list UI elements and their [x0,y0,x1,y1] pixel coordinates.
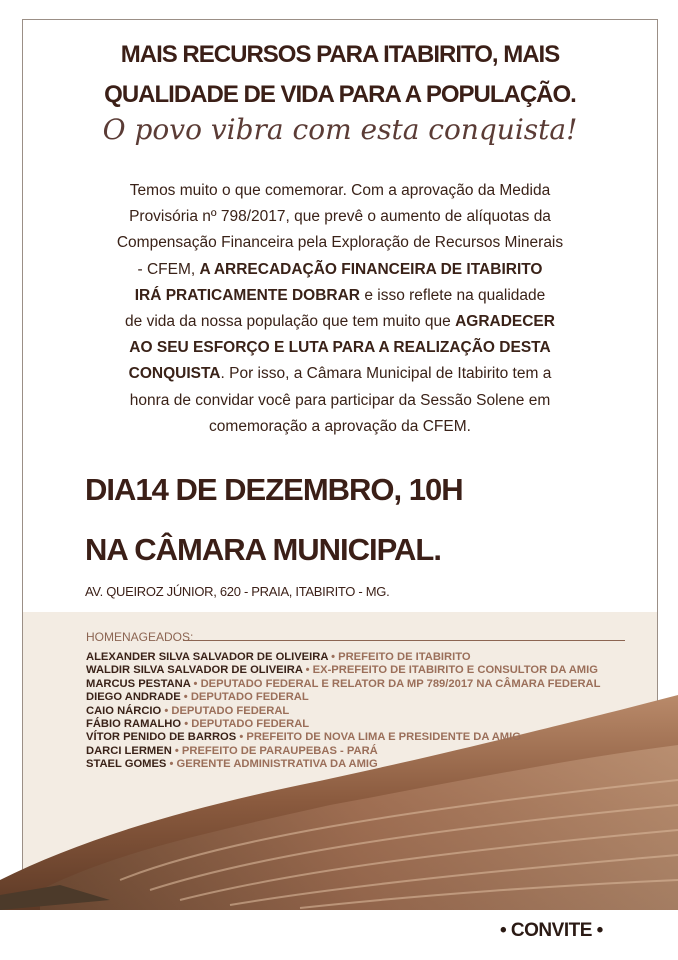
invitation-label: • CONVITE • [500,920,603,941]
honoree-item [86,705,656,718]
body-bold-text: A ARRECADAÇÃO FINANCEIRA DE ITABIRITO [199,260,543,278]
honoree-item [86,731,656,744]
body-text: - CFEM, [137,260,200,278]
honoree-role: DEPUTADO FEDERAL [190,691,309,704]
honoree-item [86,651,656,664]
honoree-role: PREFEITO DE PARAUPEBAS - PARÁ [181,744,378,757]
honoree-item [86,745,656,758]
body-bold-text: CONQUISTA [128,365,221,383]
honoree-name: CAIO NÁRCIO [86,704,162,717]
bullet-separator: • [328,651,339,663]
body-bold-text: AGRADECER [455,313,555,331]
honoree-name: FÁBIO RAMALHO [86,718,182,731]
body-text: e isso reflete na qualidade [360,286,546,304]
event-date: DIA14 DE DEZEMBRO, 10H [85,472,463,507]
honorees-label: HOMENAGEADOS: [86,630,194,644]
bullet-separator: • [161,704,172,717]
honoree-name: MARCUS PESTANA [86,677,191,690]
divider [183,640,625,641]
honoree-role: PREFEITO DE ITABIRITO [338,651,471,663]
bullet-separator: • [181,718,192,731]
bullet-separator: • [180,691,191,704]
body-line [40,309,640,335]
honoree-item [86,758,656,771]
honoree-role: DEPUTADO FEDERAL [191,718,310,731]
honoree-role: DEPUTADO FEDERAL [171,704,290,717]
bullet-separator: • [190,677,201,690]
body-paragraph [40,178,640,440]
event-address: AV. QUEIROZ JÚNIOR, 620 - PRAIA, ITABIRITO - MG. [85,584,390,599]
headline-line-1: MAIS RECURSOS PARA ITABIRITO, MAIS [120,41,560,68]
honoree-item [86,678,656,691]
body-line [40,257,640,283]
script-subtitle: O povo vibra com esta conquista! [102,113,578,146]
body-line: Compensação Financeira pela Exploração de Recursos Minerais [116,234,564,252]
bullet-separator: • [236,731,247,744]
headline-line-2: QUALIDADE DE VIDA PARA A POPULAÇÃO. [104,81,576,108]
honorees-list [86,651,656,772]
honoree-name: WALDIR SILVA SALVADOR DE OLIVEIRA [86,664,303,677]
event-place: NA CÂMARA MUNICIPAL. [85,532,441,567]
bullet-separator: • [302,664,313,677]
honoree-role: EX-PREFEITO DE ITABIRITO E CONSULTOR DA AMIG [312,664,598,677]
body-text: . Por isso, a Câmara Municipal de Itabirito tem a [220,365,552,383]
bullet-separator: • [171,744,182,757]
body-line: Provisória nº 798/2017, que prevê o aumento de alíquotas da [129,208,551,226]
honoree-name: VÍTOR PENIDO DE BARROS [86,731,237,744]
body-text: de vida da nossa população que tem muito que [125,313,456,331]
body-line: comemoração a aprovação da CFEM. [209,417,471,435]
body-line [40,283,640,309]
body-bold-text: IRÁ PRATICAMENTE DOBRAR [134,286,361,304]
honoree-name: DIEGO ANDRADE [86,691,181,704]
honoree-item [86,718,656,731]
honoree-role: DEPUTADO FEDERAL E RELATOR DA MP 789/2017 NA CÂMARA FEDERAL [200,677,601,690]
honoree-item [86,664,656,677]
honoree-item [86,691,656,704]
honoree-name: ALEXANDER SILVA SALVADOR DE OLIVEIRA [86,651,328,663]
honoree-role: PREFEITO DE NOVA LIMA E PRESIDENTE DA AMIG [246,731,521,744]
honoree-name: DARCI LERMEN [86,744,172,757]
honoree-role: GERENTE ADMINISTRATIVA DA AMIG [176,758,378,771]
body-line: Temos muito o que comemorar. Com a aprovação da Medida [129,182,551,199]
body-line: honra de convidar você para participar da Sessão Solene em [129,391,551,409]
body-line [40,361,640,387]
bullet-separator: • [166,758,177,771]
honoree-name: STAEL GOMES [86,758,167,771]
body-line: AO SEU ESFORÇO E LUTA PARA A REALIZAÇÃO DESTA [129,339,551,357]
